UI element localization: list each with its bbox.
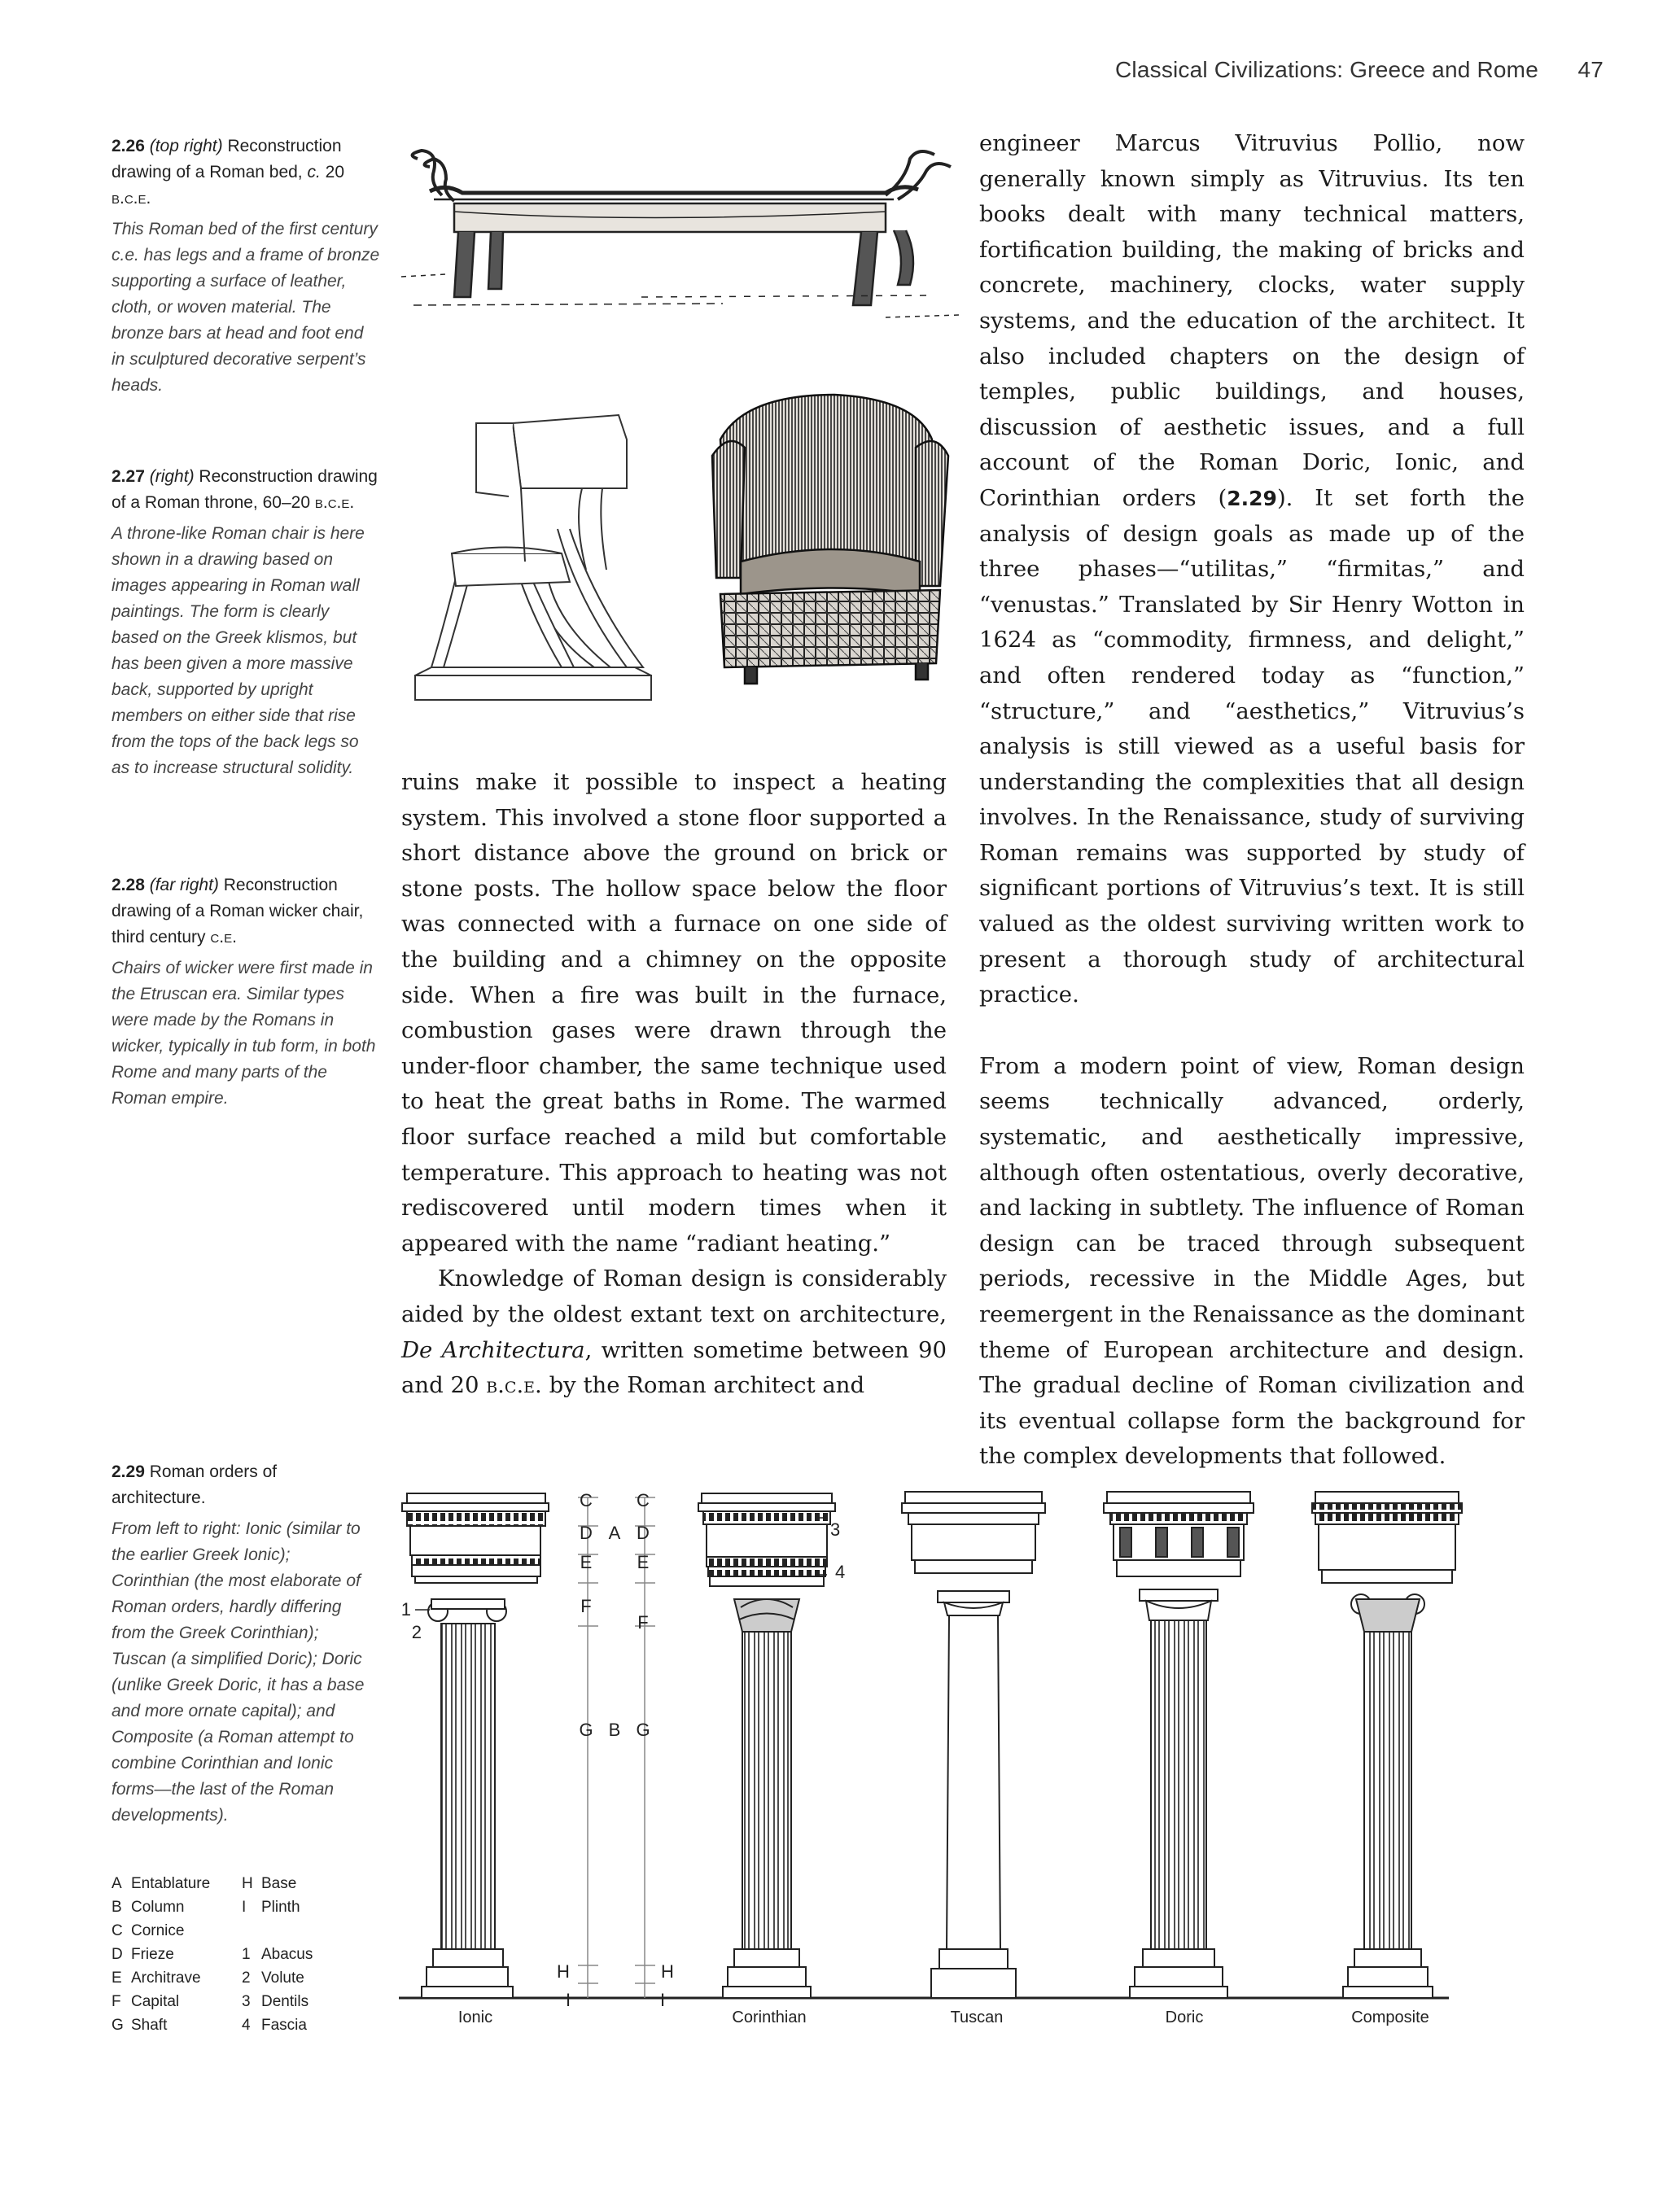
running-head bbox=[1115, 57, 1604, 83]
letter-b: B bbox=[608, 1720, 621, 1740]
caption-2-28-body: Chairs of wicker were first made in the Etruscan era. Similar types were made by the Romans in wicker, typically in tub form, in both Rome and many parts of the Roman empire. bbox=[112, 959, 376, 1108]
letter-e-right: E bbox=[637, 1552, 650, 1572]
letter-f-right: F bbox=[637, 1612, 649, 1633]
key-item: 3 Dentils bbox=[242, 1993, 309, 2010]
label-composite: Composite bbox=[1351, 2009, 1429, 2026]
callout-2: 2 bbox=[411, 1622, 422, 1642]
letter-h-right: H bbox=[661, 1961, 674, 1982]
paragraph: Knowledge of Roman design is considerably aided by the oldest extant text on architecture, De Architectura, written sometime between 90 and 20 b.c.e. by the Roman architect and bbox=[401, 1266, 947, 1399]
callout-1: 1 bbox=[400, 1599, 411, 1620]
order-proportion-diagram bbox=[578, 1497, 655, 1998]
right-text-column bbox=[979, 126, 1525, 1475]
callout-4: 4 bbox=[835, 1562, 846, 1582]
paragraph: engineer Marcus Vitruvius Pollio, now generally known simply as Vitruvius. Its ten books dealt with many technical matters, fortification building, the making of bricks and concrete, machinery, clocks, water supply systems, and the education of the architect. It also included chapters on the design of temples, public buildings, and houses, discussion of aesthetic issues, and a full account of the Roman Doric, Ionic, and Corinthian orders (2.29). It set forth the analysis of design goals as made up of the three phases—“utilitas,” “firmitas,” and “venustas.” Translated by Sir Henry Wotton in 1624 as “commodity, firmness, and delight,” and often rendered today as “function,” “structure,” and “aesthetics,” Vitruvius’s analysis is still viewed as a useful basis for understanding the complexities that all design involves. In the Renaissance, study of surviving Roman remains was supported by study of significant portions of Vitruvius’s text. It is still valued as the oldest surviving written work to present a thorough study of architectural practice. bbox=[979, 130, 1525, 1008]
ionic-order-drawing bbox=[402, 1493, 549, 1998]
letter-a: A bbox=[608, 1523, 621, 1543]
caption-2-27-body: A throne-like Roman chair is here shown in a drawing based on images appearing in Roman wall paintings. The form is clearly based on the Greek klismos, but has been given a more massive back, supported by upright members on either side that rise from the tops of the back legs so as to increase structural solidity. bbox=[112, 524, 365, 777]
key-item: E Architrave bbox=[112, 1969, 201, 1987]
roman-throne-illustration bbox=[407, 407, 684, 724]
roman-bed-illustration bbox=[397, 134, 967, 330]
paragraph: From a modern point of view, Roman design seems technically advanced, orderly, systematic, and aesthetically impressive, although often ostentatious, overly decorative, and lacking in subtlety. The influence of Roman design can be traced through subsequent periods, recessive in the Middle Ages, but reemergent in the Renaissance as the dominant theme of European architecture and design. The gradual decline of Roman civilization and its eventual collapse form the background for the complex developments that followed. bbox=[979, 1052, 1525, 1470]
caption-2-27 bbox=[112, 464, 380, 781]
orders-key bbox=[112, 1872, 372, 2037]
middle-text-column bbox=[401, 765, 947, 1404]
key-item: D Frieze bbox=[112, 1946, 174, 1963]
callout-3: 3 bbox=[830, 1519, 841, 1540]
letter-g-left: G bbox=[579, 1720, 593, 1740]
key-item: I Plinth bbox=[242, 1899, 300, 1916]
label-ionic: Ionic bbox=[457, 2009, 493, 2026]
key-item: B Column bbox=[112, 1899, 185, 1916]
letter-e-left: E bbox=[580, 1552, 593, 1572]
letter-c-left: C bbox=[580, 1490, 593, 1510]
letter-i-left: I bbox=[565, 1990, 571, 2010]
key-item: 2 Volute bbox=[242, 1969, 304, 1987]
corinthian-order-drawing bbox=[698, 1493, 835, 1998]
letter-d-right: D bbox=[637, 1523, 650, 1543]
letter-g-right: G bbox=[636, 1720, 650, 1740]
label-tuscan: Tuscan bbox=[950, 2009, 1004, 2026]
label-doric: Doric bbox=[1165, 2009, 1204, 2026]
roman-orders-figure bbox=[391, 1477, 1579, 2039]
caption-2-29-head: 2.29 Roman orders of architecture. bbox=[112, 1462, 278, 1507]
letter-h-left: H bbox=[557, 1961, 570, 1982]
caption-2-26-head: 2.26 (top right) Reconstruction drawing of a Roman bed, c. 20 b.c.e. bbox=[112, 137, 345, 208]
composite-order-drawing bbox=[1312, 1492, 1462, 1998]
letter-c-right: C bbox=[637, 1490, 650, 1510]
label-corinthian: Corinthian bbox=[732, 2009, 807, 2026]
letter-d-left: D bbox=[580, 1523, 593, 1543]
caption-2-28 bbox=[112, 872, 380, 1112]
diagram-letters bbox=[557, 1490, 674, 2010]
letter-i-right: I bbox=[659, 1990, 666, 2010]
caption-2-29-body: From left to right: Ionic (similar to the earlier Greek Ionic); Corinthian (the most elaborate of Roman orders, hardly differing from the Greek Corinthian); Tuscan (a simplified Doric); Doric (unlike Greek Doric, it has a base and more ornate capital); and Composite (a Roman attempt to combine Corinthian and Ionic forms—the last of the Roman developments). bbox=[112, 1519, 365, 1825]
key-item: 1 Abacus bbox=[242, 1946, 313, 1963]
orders-key-grid bbox=[112, 1872, 372, 2037]
caption-2-26 bbox=[112, 133, 380, 399]
key-item: H Base bbox=[242, 1875, 297, 1892]
tuscan-order-drawing bbox=[902, 1492, 1045, 1998]
doric-order-drawing bbox=[1104, 1492, 1254, 1998]
letter-f-left: F bbox=[580, 1596, 592, 1616]
key-item: F Capital bbox=[112, 1993, 180, 2010]
caption-2-27-head: 2.27 (right) Reconstruction drawing of a Roman throne, 60–20 b.c.e. bbox=[112, 467, 378, 512]
caption-2-28-head: 2.28 (far right) Reconstruction drawing of a Roman wicker chair, third century c.e. bbox=[112, 876, 364, 946]
key-item: 4 Fascia bbox=[242, 2017, 307, 2034]
roman-wicker-chair-illustration bbox=[696, 391, 965, 692]
key-item: A Entablature bbox=[112, 1875, 211, 1892]
paragraph: ruins make it possible to inspect a heating system. This involved a stone floor supported a short distance above the ground on brick or stone posts. The hollow space below the floor was connected with a furnace on one side of the building and a chimney on the opposite side. When a fire was built in the furnace, combustion gases were drawn through the under-floor chamber, the same technique used to heat the great baths in Rome. The warmed floor surface reached a mild but comfortable temperature. This approach to heating was not rediscovered until modern times when it appeared with the name “radiant heating.” bbox=[401, 769, 947, 1257]
key-item: C Cornice bbox=[112, 1922, 185, 1939]
running-head-title: Classical Civilizations: Greece and Rome bbox=[1115, 57, 1538, 82]
caption-2-29 bbox=[112, 1459, 372, 1829]
key-item: G Shaft bbox=[112, 2017, 168, 2034]
page-number: 47 bbox=[1577, 57, 1604, 82]
caption-2-26-body: This Roman bed of the first century c.e. has legs and a frame of bronze supporting a surface of leather, cloth, or woven material. The bronze bars at head and foot end in sculptured decorative serpent’s heads. bbox=[112, 220, 380, 395]
key-item bbox=[242, 1919, 372, 1943]
